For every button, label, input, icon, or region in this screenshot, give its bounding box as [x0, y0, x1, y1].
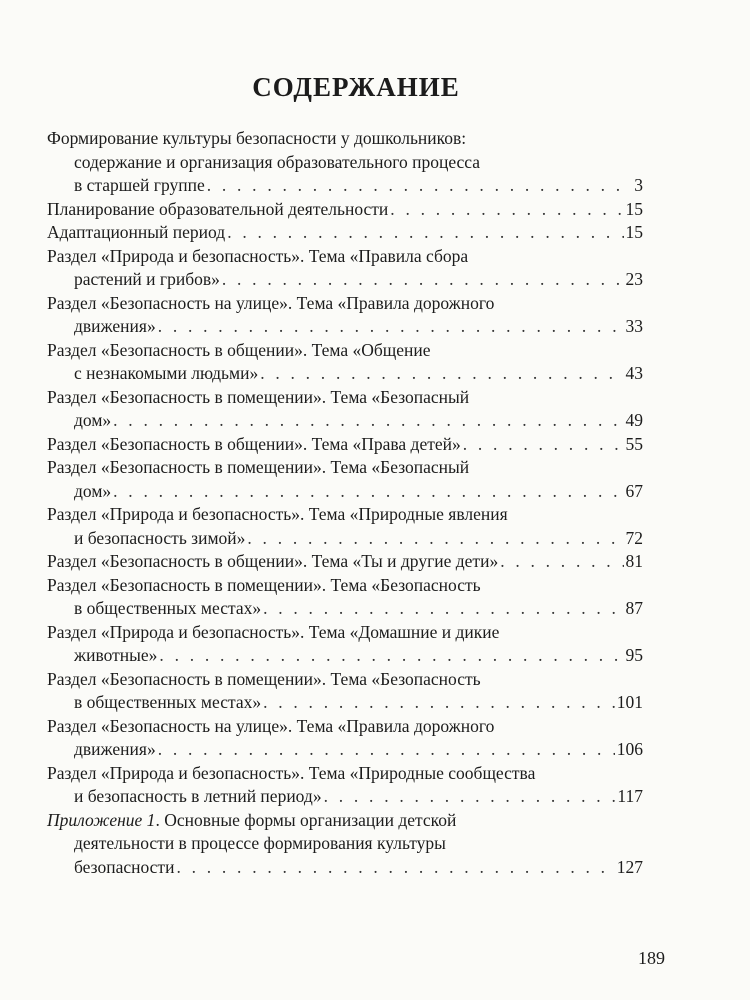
toc-entry[interactable] [47, 550, 643, 574]
toc-entry[interactable] [47, 503, 643, 550]
table-of-contents [47, 127, 643, 879]
entry-text: Формирование культуры безопасности у дошкольников: [47, 128, 467, 148]
page-number: 43 [625, 363, 643, 383]
entry-text: дом» [74, 410, 112, 430]
dot-leader [158, 738, 615, 762]
entry-text: животные» [74, 645, 158, 665]
dot-leader [263, 597, 623, 621]
toc-entry[interactable] [47, 339, 643, 386]
toc-entry[interactable] [47, 574, 643, 621]
dot-leader [113, 480, 623, 504]
toc-entry[interactable] [47, 433, 643, 457]
page-number: 127 [616, 856, 643, 877]
dot-leader [176, 856, 614, 880]
entry-text: . Основные формы организации детской [155, 809, 457, 830]
entry-text: Раздел «Безопасность в общении». Тема «Общение [47, 339, 431, 360]
dot-leader [500, 550, 623, 574]
entry-text: движения» [74, 739, 156, 759]
page-number: 23 [625, 269, 643, 289]
dot-leader [463, 433, 624, 457]
toc-entry[interactable] [47, 715, 643, 762]
entry-text: растений и грибов» [74, 269, 220, 289]
entry-text: Раздел «Безопасность на улице». Тема «Правила дорожного [47, 292, 495, 313]
dot-leader [247, 527, 623, 551]
entry-text: Раздел «Безопасность в помещении». Тема «Безопасный [47, 386, 470, 407]
entry-text: Раздел «Безопасность в общении». Тема «Права детей» [47, 433, 461, 454]
page-title: СОДЕРЖАНИЕ [252, 72, 460, 102]
page-number: 49 [625, 410, 643, 430]
dot-leader [158, 315, 624, 339]
page-number: 95 [625, 645, 643, 665]
page-number: 15 [625, 198, 643, 219]
entry-text: Раздел «Безопасность в помещении». Тема «Безопасность [47, 668, 481, 689]
toc-entry[interactable] [47, 198, 643, 222]
entry-text: безопасности [74, 856, 175, 877]
toc-entry[interactable] [47, 668, 643, 715]
toc-entry[interactable] [47, 127, 643, 198]
page-number: 81 [625, 551, 643, 571]
entry-text: и безопасность зимой» [74, 527, 246, 548]
entry-text: Раздел «Безопасность в помещении». Тема «Безопасный [47, 457, 470, 477]
toc-entry[interactable] [47, 221, 643, 245]
page-number: 87 [625, 598, 643, 618]
toc-entry[interactable] [47, 762, 643, 809]
entry-text: в общественных местах» [74, 692, 262, 712]
dot-leader [227, 221, 623, 245]
toc-entry[interactable] [47, 456, 643, 503]
entry-text: дом» [74, 480, 112, 501]
appendix-label: Приложение 1 [47, 809, 156, 830]
dot-leader [260, 362, 623, 386]
page-number: 67 [625, 480, 643, 501]
dot-leader [324, 785, 616, 809]
entry-text: Раздел «Безопасность в общении». Тема «Ты и другие дети» [47, 551, 499, 571]
dot-leader [207, 174, 633, 198]
entry-text: Адаптационный период [47, 222, 226, 242]
entry-text: в старшей группе [74, 175, 205, 195]
toc-entry[interactable] [47, 386, 643, 433]
toc-entry[interactable] [47, 245, 643, 292]
entry-text: Раздел «Природа и безопасность». Тема «Домашние и дикие [47, 621, 500, 642]
toc-entry[interactable] [47, 621, 643, 668]
page-number: 101 [616, 692, 643, 712]
toc-entry[interactable] [47, 292, 643, 339]
entry-text: Раздел «Природа и безопасность». Тема «Природные явления [47, 504, 508, 524]
page-number: 117 [617, 786, 643, 806]
dot-leader [113, 409, 623, 433]
entry-text: содержание и организация образовательного процесса [74, 151, 481, 172]
dot-leader [390, 198, 623, 222]
entry-text: Раздел «Безопасность на улице». Тема «Правила дорожного [47, 715, 495, 736]
toc-entry-appendix[interactable] [47, 809, 643, 880]
dot-leader [263, 691, 615, 715]
page-number: 55 [625, 433, 643, 454]
entry-text: в общественных местах» [74, 598, 262, 618]
page-number: 3 [634, 175, 643, 195]
dot-leader [159, 644, 623, 668]
entry-text: деятельности в процессе формирования культуры [74, 833, 446, 853]
page-number: 72 [625, 527, 643, 548]
dot-leader [222, 268, 624, 292]
entry-text: Раздел «Природа и безопасность». Тема «Природные сообщества [47, 762, 536, 783]
entry-text: с незнакомыми людьми» [74, 363, 259, 383]
folio-page-number: 189 [638, 948, 665, 968]
entry-text: движения» [74, 316, 156, 336]
entry-text: Раздел «Безопасность в помещении». Тема «Безопасность [47, 574, 481, 595]
entry-text: Раздел «Природа и безопасность». Тема «Правила сбора [47, 245, 469, 266]
page-number: 106 [616, 739, 643, 759]
page-number: 33 [625, 316, 643, 336]
entry-text: Планирование образовательной деятельности [47, 198, 389, 219]
page-number: 15 [625, 222, 643, 242]
entry-text: и безопасность в летний период» [74, 786, 322, 806]
